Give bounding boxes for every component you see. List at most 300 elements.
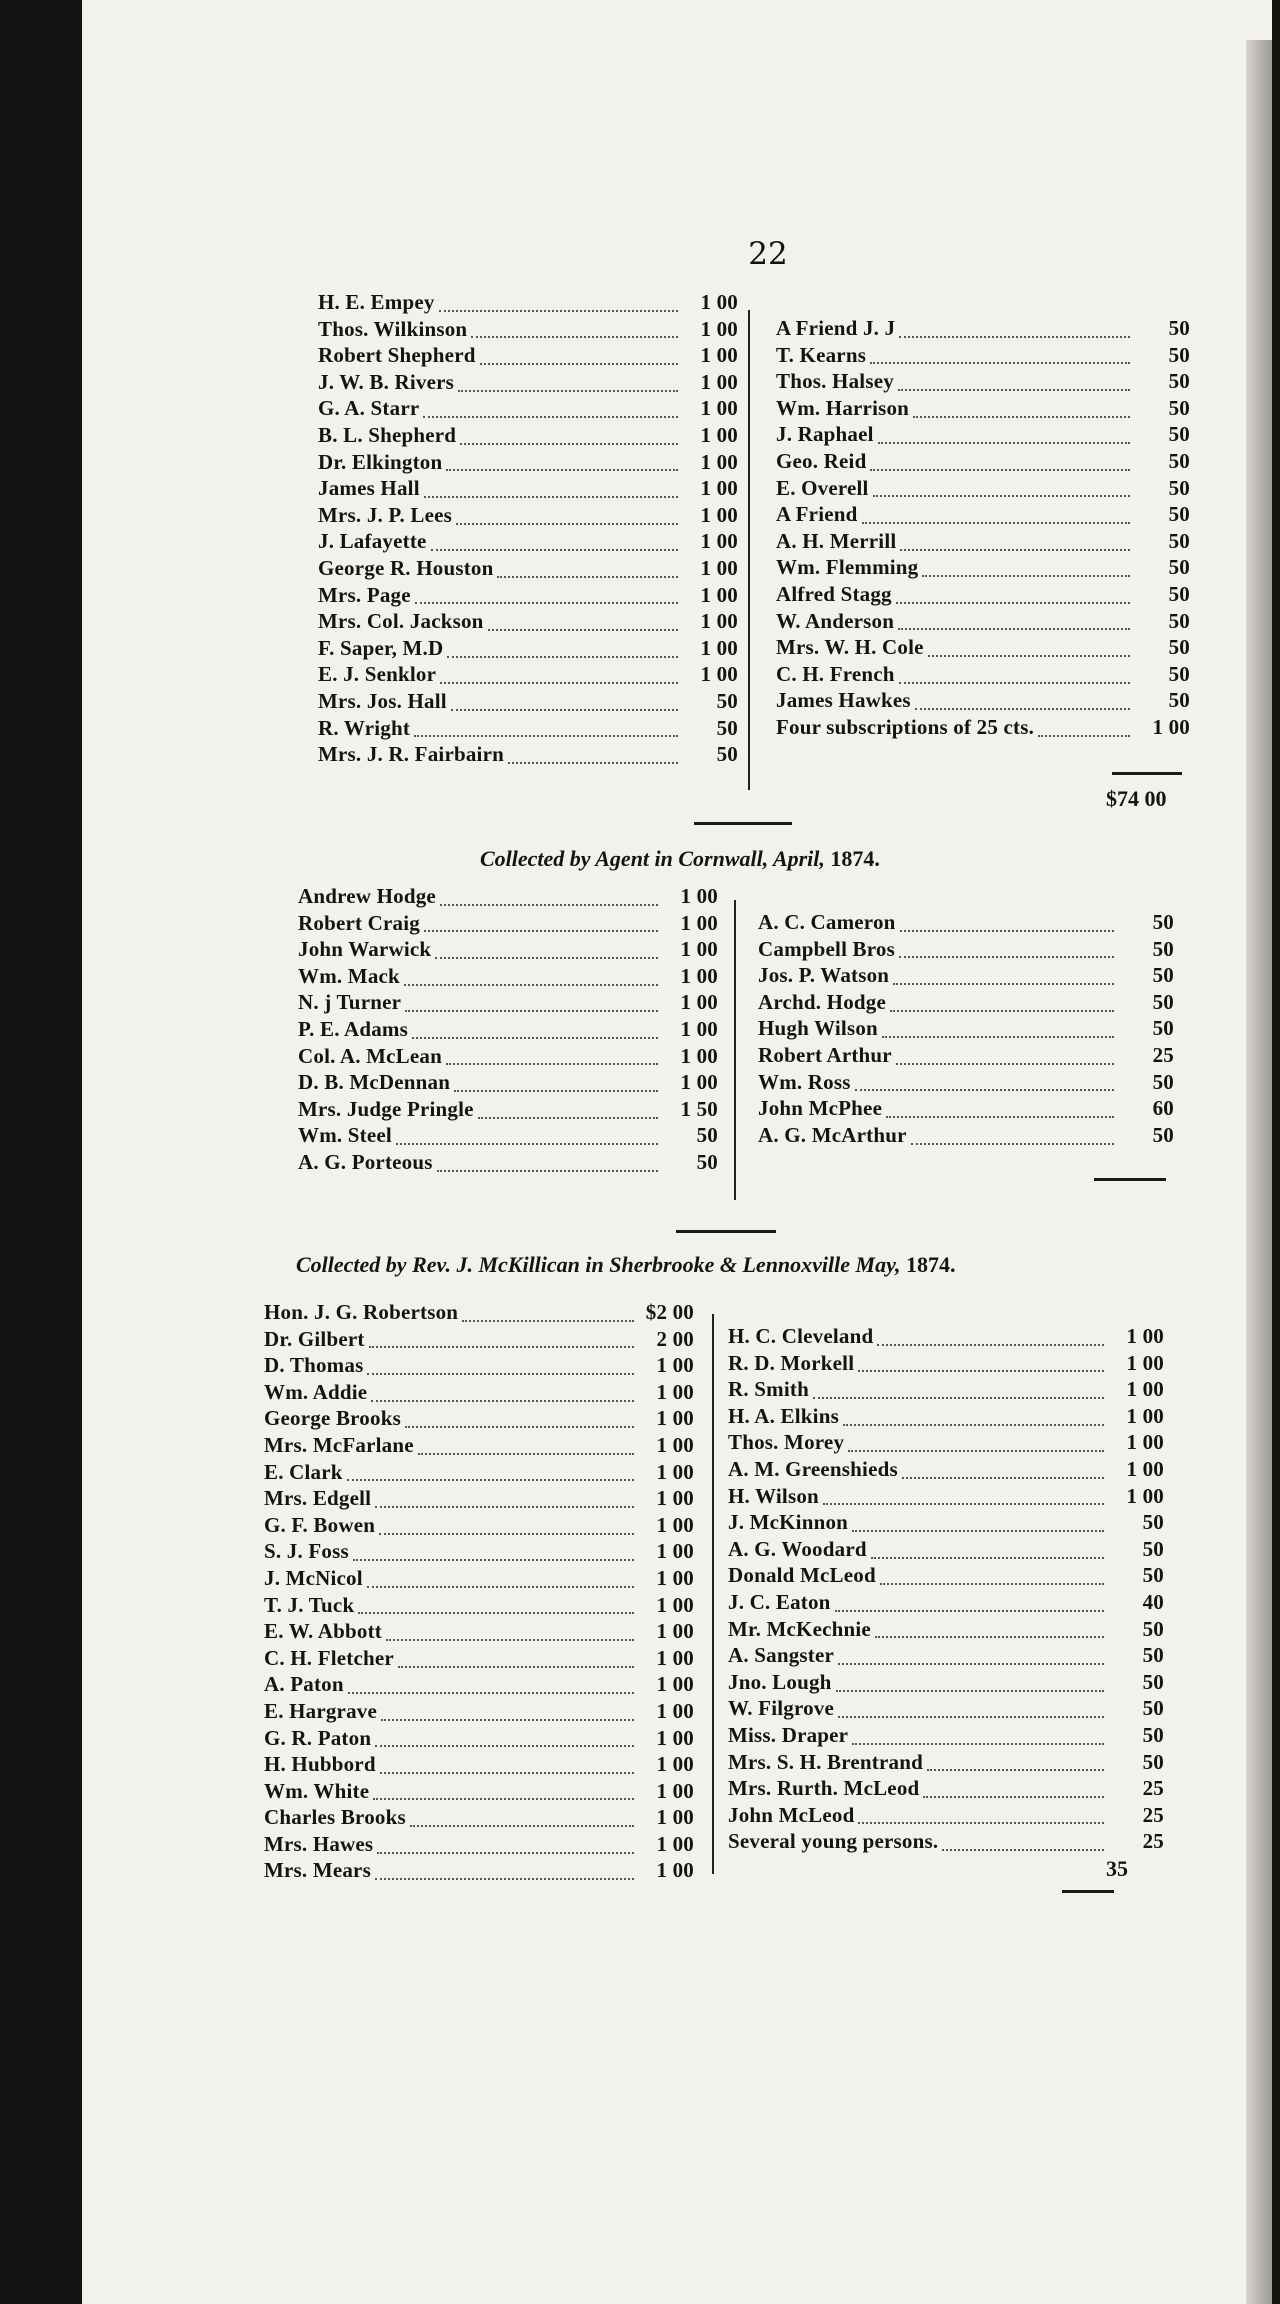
subscriber-row	[776, 502, 1190, 529]
dot-leader	[871, 1542, 1104, 1559]
subscriber-name: F. Saper, M.D	[318, 635, 444, 660]
dot-leader	[462, 1305, 634, 1322]
subscriber-name: Robert Arthur	[758, 1042, 892, 1067]
subscription-amount: 50	[1152, 910, 1174, 934]
dot-leader	[478, 1102, 658, 1119]
subscription-amount: 1 00	[700, 529, 738, 554]
subscription-amount: 1 00	[1126, 1350, 1164, 1375]
dot-leader	[813, 1382, 1104, 1399]
subscriber-row	[728, 1510, 1164, 1537]
subscriber-row	[264, 1699, 694, 1726]
subscription-amount: 50	[696, 1123, 718, 1148]
dot-leader	[381, 1704, 634, 1721]
subscriber-name: B. L. Shepherd	[318, 422, 457, 447]
subscriber-name: Campbell Bros	[758, 936, 895, 961]
subscriber-row	[776, 529, 1190, 556]
subscriber-row	[728, 1484, 1164, 1511]
subscriber-name: D. B. McDennan	[298, 1070, 451, 1095]
subscription-amount: 50	[1152, 1069, 1174, 1094]
dot-leader	[900, 915, 1114, 932]
subscriber-name: C. H. Fletcher	[264, 1645, 394, 1670]
dot-leader	[415, 587, 678, 604]
dot-leader	[886, 1101, 1114, 1118]
dot-leader	[414, 720, 678, 737]
subscription-amount: 50	[1168, 316, 1190, 340]
dot-leader	[418, 1438, 634, 1455]
dot-leader	[922, 560, 1130, 577]
subscription-amount: 25	[1142, 1829, 1164, 1854]
subscription-amount: 1 50	[680, 1096, 718, 1121]
subscriber-name: A. G. Woodard	[728, 1536, 867, 1561]
subscription-amount: 1 00	[656, 1406, 694, 1431]
subscriber-row	[776, 582, 1190, 609]
dot-leader	[875, 1621, 1104, 1638]
subscriber-row	[298, 990, 718, 1017]
subscriber-name: T. J. Tuck	[264, 1592, 355, 1617]
subscription-amount: 50	[1142, 1616, 1164, 1641]
subscription-amount: 50	[1168, 475, 1190, 500]
subscriber-row	[298, 1070, 718, 1097]
subscriber-name: Mrs. Hawes	[264, 1831, 374, 1856]
subscriber-row	[264, 1752, 694, 1779]
dot-leader	[353, 1544, 634, 1561]
dot-leader	[899, 667, 1130, 684]
subscriber-row	[264, 1460, 694, 1487]
subscriber-name: Geo. Reid	[776, 448, 867, 473]
subscriber-name: Mrs. Rurth. McLeod	[728, 1776, 920, 1801]
dot-leader	[843, 1409, 1104, 1426]
subscription-amount: 25	[1142, 1802, 1164, 1827]
subscriber-row	[264, 1593, 694, 1620]
dot-leader	[369, 1331, 634, 1348]
subscriber-name: Mrs. Col. Jackson	[318, 609, 484, 634]
subscriber-name: E. Overell	[776, 475, 869, 500]
subscriber-row	[728, 1723, 1164, 1750]
subscription-amount: 1 00	[680, 1043, 718, 1068]
subscriber-row	[298, 1150, 718, 1177]
subscriber-row	[758, 1123, 1174, 1150]
subscriber-row	[758, 1016, 1174, 1043]
subscriber-row	[264, 1672, 694, 1699]
subscriber-name: A Friend J. J	[776, 316, 896, 340]
subscriber-row	[318, 450, 738, 477]
block2-heading-year: 1874.	[830, 846, 880, 871]
subscription-amount: 50	[1168, 395, 1190, 420]
subscriber-row	[264, 1566, 694, 1593]
subscription-amount: 40	[1142, 1589, 1164, 1614]
dot-leader	[927, 1754, 1104, 1771]
subscriber-name: H. Wilson	[728, 1483, 819, 1508]
subscriber-row	[318, 529, 738, 556]
subscription-amount: 1 00	[700, 449, 738, 474]
subscriber-row	[776, 635, 1190, 662]
dot-leader	[835, 1595, 1104, 1612]
subscription-amount: 50	[1168, 635, 1190, 660]
subscription-amount: 50	[1142, 1563, 1164, 1588]
dot-leader	[915, 693, 1130, 710]
dot-leader	[913, 401, 1130, 418]
subscription-amount: 1 00	[656, 1858, 694, 1883]
dot-leader	[911, 1128, 1114, 1145]
subscription-amount: 50	[1142, 1749, 1164, 1774]
dot-leader	[858, 1355, 1104, 1372]
dot-leader	[896, 587, 1130, 604]
subscription-amount: 50	[696, 1149, 718, 1174]
subscriber-name: Mrs. J. R. Fairbairn	[318, 742, 504, 767]
subscription-amount: 50	[1142, 1722, 1164, 1747]
dot-leader	[870, 347, 1130, 364]
dot-leader	[480, 348, 678, 365]
subscriber-name: Mrs. W. H. Cole	[776, 635, 924, 660]
subscription-amount: 50	[1152, 963, 1174, 988]
subscription-amount: 1 00	[700, 635, 738, 660]
subscriber-name: H. Hubbord	[264, 1752, 376, 1777]
subscriber-row	[728, 1776, 1164, 1803]
subscriber-row	[318, 636, 738, 663]
subscriber-row	[758, 963, 1174, 990]
dot-leader	[367, 1571, 634, 1588]
subscription-amount: 25	[1142, 1776, 1164, 1801]
dot-leader	[855, 1074, 1114, 1091]
subscriber-name: H. E. Empey	[318, 290, 435, 314]
subscriber-name: R. D. Morkell	[728, 1350, 855, 1375]
dot-leader	[446, 454, 678, 471]
block3-extra-amount: 35	[1106, 1856, 1128, 1881]
subscriber-name: George Brooks	[264, 1406, 401, 1431]
dot-leader	[862, 507, 1130, 524]
subscriber-name: Charles Brooks	[264, 1805, 406, 1830]
subscriber-name: Archd. Hodge	[758, 989, 887, 1014]
dot-leader	[460, 428, 678, 445]
subscriber-name: Thos. Wilkinson	[318, 316, 468, 341]
subscriber-row	[728, 1750, 1164, 1777]
dot-leader	[435, 942, 658, 959]
subscription-amount: 1 00	[680, 937, 718, 962]
subscriber-name: Wm. White	[264, 1778, 370, 1803]
dot-leader	[838, 1648, 1104, 1665]
subscriber-row	[318, 476, 738, 503]
dot-leader	[454, 1075, 658, 1092]
dot-leader	[873, 480, 1130, 497]
subscription-amount: $2 00	[645, 1300, 694, 1324]
subscriber-row	[264, 1832, 694, 1859]
subscriber-name: A. M. Greenshieds	[728, 1456, 898, 1481]
subscriber-row	[298, 911, 718, 938]
subscriber-row	[728, 1324, 1164, 1351]
dot-leader	[398, 1651, 634, 1668]
block3-left-column	[264, 1300, 694, 1885]
subscriber-row	[264, 1805, 694, 1832]
subscription-amount: 1 00	[656, 1379, 694, 1404]
subscription-amount: 1 00	[1126, 1377, 1164, 1402]
subscriber-name: Mrs. McFarlane	[264, 1432, 414, 1457]
subscription-amount: 1 00	[700, 422, 738, 447]
subscriber-name: James Hawkes	[776, 688, 911, 713]
subscriber-name: Andrew Hodge	[298, 884, 436, 908]
subscription-amount: 50	[1168, 502, 1190, 527]
total-rule	[1112, 772, 1182, 775]
subscriber-name: Mrs. Jos. Hall	[318, 688, 447, 713]
dot-leader	[451, 694, 678, 711]
block2-heading	[480, 846, 880, 872]
subscriber-row	[318, 742, 738, 769]
subscriber-name: Dr. Gilbert	[264, 1326, 365, 1351]
subscription-amount: 1 00	[680, 1070, 718, 1095]
dot-leader	[440, 889, 658, 906]
subscriber-name: A. G. McArthur	[758, 1122, 907, 1147]
dot-leader	[439, 295, 678, 312]
block2-heading-text: Collected by Agent in Cornwall, April,	[480, 846, 825, 871]
subscriber-name: Col. A. McLean	[298, 1043, 442, 1068]
subscriber-row	[728, 1803, 1164, 1830]
subscriber-name: John McPhee	[758, 1096, 883, 1121]
subscription-amount: 1 00	[680, 884, 718, 908]
subscriber-row	[264, 1513, 694, 1540]
subscriber-name: H. A. Elkins	[728, 1403, 839, 1428]
subscription-amount: 1 00	[1126, 1456, 1164, 1481]
block3-right-column	[728, 1324, 1164, 1856]
subscriber-row	[728, 1537, 1164, 1564]
subscription-amount: 50	[1168, 661, 1190, 686]
dot-leader	[367, 1358, 634, 1375]
subscription-amount: 1 00	[700, 396, 738, 421]
subscription-amount: 1 00	[700, 502, 738, 527]
subscriber-row	[318, 423, 738, 450]
subscription-amount: 1 00	[1126, 1403, 1164, 1428]
dot-leader	[440, 667, 678, 684]
subscriber-name: Jos. P. Watson	[758, 963, 890, 988]
subscription-amount: 50	[1168, 448, 1190, 473]
subscriber-name: J. Raphael	[776, 422, 874, 447]
subscriber-name: Thos. Halsey	[776, 369, 894, 394]
subscriber-row	[728, 1829, 1164, 1856]
subscriber-name: Dr. Elkington	[318, 449, 443, 474]
dot-leader	[431, 534, 678, 551]
dot-leader	[852, 1728, 1104, 1745]
dot-leader	[404, 969, 658, 986]
subscriber-row	[758, 1070, 1174, 1097]
subscriber-row	[776, 609, 1190, 636]
subscriber-row	[264, 1433, 694, 1460]
dot-leader	[488, 614, 678, 631]
subscription-amount: 1 00	[680, 963, 718, 988]
dot-leader	[902, 1462, 1104, 1479]
subscription-amount: 50	[1168, 688, 1190, 713]
subscriber-name: G. A. Starr	[318, 396, 420, 421]
subscriber-row	[776, 343, 1190, 370]
subscriber-name: Jno. Lough	[728, 1669, 832, 1694]
dot-leader	[405, 1411, 634, 1428]
subscription-amount: 50	[1142, 1696, 1164, 1721]
subscription-amount: 1 00	[1126, 1483, 1164, 1508]
subscriber-name: John McLeod	[728, 1802, 855, 1827]
subscriber-name: Thos. Morey	[728, 1430, 845, 1455]
subscription-amount: 1 00	[700, 609, 738, 634]
subscription-amount: 1 00	[700, 316, 738, 341]
subscriber-row	[728, 1404, 1164, 1431]
subscriber-name: W. Anderson	[776, 608, 895, 633]
subscriber-name: S. J. Foss	[264, 1539, 349, 1564]
subscriber-row	[728, 1696, 1164, 1723]
subscriber-row	[318, 396, 738, 423]
subscription-amount: 1 00	[656, 1539, 694, 1564]
subscriber-name: R. Wright	[318, 715, 411, 740]
subscription-amount: 1 00	[680, 1016, 718, 1041]
dot-leader	[878, 427, 1130, 444]
subscriber-name: Mrs. Page	[318, 582, 411, 607]
subscriber-row	[318, 716, 738, 743]
subscriber-name: Wm. Steel	[298, 1123, 392, 1148]
subscriber-row	[318, 609, 738, 636]
subscriber-row	[264, 1380, 694, 1407]
dot-leader	[424, 481, 678, 498]
subscriber-row	[318, 317, 738, 344]
subscriber-row	[318, 662, 738, 689]
subscription-amount: 1 00	[656, 1592, 694, 1617]
subscriber-row	[318, 343, 738, 370]
block3-heading	[296, 1252, 956, 1278]
subscriber-name: E. Hargrave	[264, 1698, 378, 1723]
subscriber-name: E. Clark	[264, 1459, 343, 1484]
block2-right-column	[758, 910, 1174, 1149]
subscription-amount: 1 00	[656, 1698, 694, 1723]
subscriber-row	[298, 1097, 718, 1124]
subscriber-name: Wm. Harrison	[776, 395, 910, 420]
subscriber-row	[264, 1646, 694, 1673]
subscriber-name: Mrs. Edgell	[264, 1486, 372, 1511]
subscription-amount: 1 00	[656, 1725, 694, 1750]
subscription-amount: 50	[1152, 989, 1174, 1014]
dot-leader	[899, 941, 1114, 958]
subscriber-name: A Friend	[776, 502, 858, 527]
subscriber-row	[776, 715, 1190, 742]
dot-leader	[858, 1807, 1104, 1824]
dot-leader	[852, 1515, 1104, 1532]
subscriber-row	[264, 1406, 694, 1433]
subscription-amount: 1 00	[656, 1512, 694, 1537]
subscription-amount: 1 00	[700, 476, 738, 501]
subscriber-name: James Hall	[318, 476, 420, 501]
subscriber-row	[728, 1377, 1164, 1404]
subscriber-row	[264, 1539, 694, 1566]
subscriber-name: Several young persons.	[728, 1829, 939, 1854]
page-edge-shadow	[1246, 40, 1272, 2304]
dot-leader	[898, 613, 1130, 630]
subscription-amount: 50	[1168, 369, 1190, 394]
subscription-amount: 1 00	[700, 369, 738, 394]
subscription-amount: 1 00	[680, 910, 718, 935]
dot-leader	[928, 640, 1130, 657]
dot-leader	[942, 1834, 1104, 1851]
subscriber-row	[776, 688, 1190, 715]
subscriber-row	[728, 1670, 1164, 1697]
dot-leader	[899, 321, 1130, 338]
subscription-amount: 50	[1168, 422, 1190, 447]
subscription-amount: 1 00	[700, 555, 738, 580]
dot-leader	[900, 534, 1130, 551]
dot-leader	[896, 1048, 1114, 1065]
dot-leader	[882, 1021, 1114, 1038]
block3-total-rule	[1062, 1890, 1114, 1893]
subscriber-name: P. E. Adams	[298, 1016, 408, 1041]
subscriber-row	[776, 555, 1190, 582]
subscriber-name: A. Paton	[264, 1672, 344, 1697]
block1-divider	[748, 310, 750, 790]
dot-leader	[410, 1810, 634, 1827]
subscriber-row	[728, 1643, 1164, 1670]
subscriber-row	[264, 1353, 694, 1380]
dot-leader	[471, 321, 678, 338]
subscriber-row	[728, 1351, 1164, 1378]
subscription-amount: 50	[1152, 1122, 1174, 1147]
block3-heading-year: 1874.	[906, 1252, 956, 1277]
subscription-amount: 1 00	[656, 1486, 694, 1511]
dot-leader	[823, 1488, 1104, 1505]
dot-leader	[396, 1128, 658, 1145]
subscription-amount: 50	[1142, 1536, 1164, 1561]
dot-leader	[870, 454, 1130, 471]
dot-leader	[375, 1491, 634, 1508]
block1-left-column	[318, 290, 738, 769]
dot-leader	[379, 1518, 634, 1535]
subscriber-name: Donald McLeod	[728, 1563, 876, 1588]
subscriber-row	[758, 1043, 1174, 1070]
subscriber-row	[758, 937, 1174, 964]
subscriber-name: Mrs. Judge Pringle	[298, 1096, 474, 1121]
block1-total: $74 00	[1106, 786, 1167, 811]
subscription-amount: 1 00	[700, 290, 738, 314]
subscriber-row	[776, 422, 1190, 449]
dot-leader	[358, 1597, 634, 1614]
subscription-amount: 50	[1142, 1669, 1164, 1694]
dot-leader	[848, 1435, 1104, 1452]
subscription-amount: 50	[716, 715, 738, 740]
dot-leader	[880, 1568, 1104, 1585]
subscription-amount: 1 00	[700, 662, 738, 687]
subscriber-row	[298, 884, 718, 911]
subscriber-row	[264, 1726, 694, 1753]
subscriber-row	[728, 1457, 1164, 1484]
subscriber-row	[264, 1619, 694, 1646]
dot-leader	[1038, 720, 1130, 737]
subscriber-row	[298, 937, 718, 964]
block3-heading-text: Collected by Rev. J. McKillican in Sherbrooke & Lennoxville May,	[296, 1252, 901, 1277]
dot-leader	[373, 1783, 634, 1800]
subscription-amount: 1 00	[1152, 714, 1190, 739]
subscriber-row	[298, 964, 718, 991]
subscription-amount: 50	[1142, 1643, 1164, 1668]
block3-divider	[712, 1314, 714, 1874]
dot-leader	[348, 1677, 634, 1694]
dot-leader	[838, 1701, 1104, 1718]
subscriber-name: A. G. Porteous	[298, 1149, 433, 1174]
subscriber-name: Wm. Addie	[264, 1379, 368, 1404]
subscriber-name: A. H. Merrill	[776, 528, 897, 553]
subscription-amount: 1 00	[656, 1565, 694, 1590]
subscription-amount: 1 00	[1126, 1430, 1164, 1455]
subscriber-name: J. C. Eaton	[728, 1589, 831, 1614]
subscriber-name: R. Smith	[728, 1377, 809, 1402]
subscriber-name: Hugh Wilson	[758, 1016, 878, 1041]
block2-total-rule	[1094, 1178, 1166, 1181]
subscriber-row	[728, 1563, 1164, 1590]
dot-leader	[456, 508, 678, 525]
dot-leader	[923, 1781, 1104, 1798]
subscriber-name: E. W. Abbott	[264, 1619, 382, 1644]
block1-right-column	[776, 316, 1190, 742]
block2-left-column	[298, 884, 718, 1177]
subscriber-name: Robert Shepherd	[318, 343, 476, 368]
